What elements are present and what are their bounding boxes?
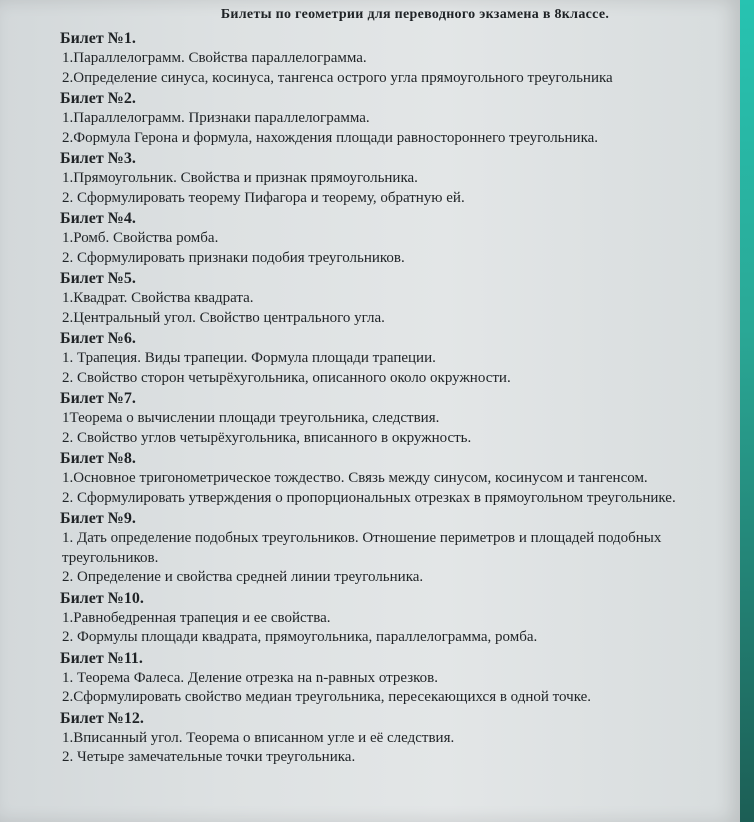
ticket-heading: Билет №2. xyxy=(60,90,136,107)
ticket-heading: Билет №9. xyxy=(60,510,136,527)
ticket-block xyxy=(60,269,730,328)
ticket-block xyxy=(60,149,730,208)
ticket-question: 1.Параллелограмм. Признаки параллелограмма. xyxy=(62,110,370,126)
ticket-question: 2. Сформулировать утверждения о пропорциональных отрезках в прямоугольном треугольнике. xyxy=(62,489,676,506)
ticket-question: 2.Центральный угол. Свойство центрального угла. xyxy=(62,309,385,326)
ticket-block xyxy=(60,209,730,268)
ticket-question: 1.Вписанный угол. Теорема о вписанном угле и её следствия. xyxy=(62,729,455,746)
document-title: Билеты по геометрии для переводного экзамена в 8классе. xyxy=(220,7,610,22)
ticket-question: 2. Сформулировать теорему Пифагора и теорему, обратную ей. xyxy=(62,189,465,206)
ticket-question: 2.Формула Герона и формула, нахождения площади равностороннего треугольника. xyxy=(62,129,599,146)
ticket-heading: Билет №3. xyxy=(60,150,136,167)
ticket-question: 1.Ромб. Свойства ромба. xyxy=(62,230,219,246)
ticket-question: 2. Свойство сторон четырёхугольника, описанного около окружности. xyxy=(62,369,511,386)
ticket-block xyxy=(60,389,730,448)
ticket-block xyxy=(60,329,730,388)
ticket-question: 2. Четыре замечательные точки треугольника. xyxy=(62,749,356,765)
ticket-list xyxy=(60,29,730,768)
ticket-block xyxy=(60,649,730,708)
ticket-question: 1. Дать определение подобных треугольников. Отношение периметров и площадей подобных треугольников. xyxy=(62,530,662,566)
ticket-question: 2. Формулы площади квадрата, прямоугольника, параллелограмма, ромба. xyxy=(62,629,538,645)
ticket-heading: Билет №11. xyxy=(60,649,143,667)
ticket-question: 1.Параллелограмм. Свойства параллелограмма. xyxy=(62,50,367,66)
ticket-heading: Билет №6. xyxy=(60,330,136,347)
ticket-question: 2. Свойство углов четырёхугольника, вписанного в окружность. xyxy=(62,429,472,446)
document-content xyxy=(60,4,730,768)
ticket-block xyxy=(60,449,730,508)
ticket-block xyxy=(60,509,730,588)
ticket-heading: Билет №12. xyxy=(60,709,144,727)
ticket-question: 2. Сформулировать признаки подобия треугольников. xyxy=(62,249,405,266)
ticket-question: 1. Теорема Фалеса. Деление отрезка на n-равных отрезков. xyxy=(62,669,439,686)
background-edge xyxy=(740,0,754,822)
ticket-heading: Билет №8. xyxy=(60,450,136,467)
ticket-question: 1.Основное тригонометрическое тождество. Связь между синусом, косинусом и тангенсом. xyxy=(62,470,648,486)
ticket-block xyxy=(60,89,730,148)
ticket-question: 1. Трапеция. Виды трапеции. Формула площади трапеции. xyxy=(62,350,436,366)
ticket-question: 2.Сформулировать свойство медиан треугольника, пересекающихся в одной точке. xyxy=(62,689,592,705)
ticket-question: 1.Прямоугольник. Свойства и признак прямоугольника. xyxy=(62,170,418,186)
ticket-question: 1Теорема о вычислении площади треугольника, следствия. xyxy=(62,410,440,426)
ticket-block xyxy=(60,29,730,88)
ticket-heading: Билет №1. xyxy=(60,30,136,47)
ticket-block xyxy=(60,709,730,768)
ticket-question: 1.Равнобедренная трапеция и ее свойства. xyxy=(62,609,331,626)
ticket-question: 2.Определение синуса, косинуса, тангенса острого угла прямоугольного треугольника xyxy=(62,69,613,86)
ticket-block xyxy=(60,589,730,648)
ticket-question: 1.Квадрат. Свойства квадрата. xyxy=(62,290,254,306)
ticket-heading: Билет №5. xyxy=(60,270,136,287)
ticket-question: 2. Определение и свойства средней линии треугольника. xyxy=(62,569,424,585)
ticket-heading: Билет №10. xyxy=(60,589,144,607)
ticket-heading: Билет №7. xyxy=(60,390,136,407)
ticket-heading: Билет №4. xyxy=(60,210,136,227)
